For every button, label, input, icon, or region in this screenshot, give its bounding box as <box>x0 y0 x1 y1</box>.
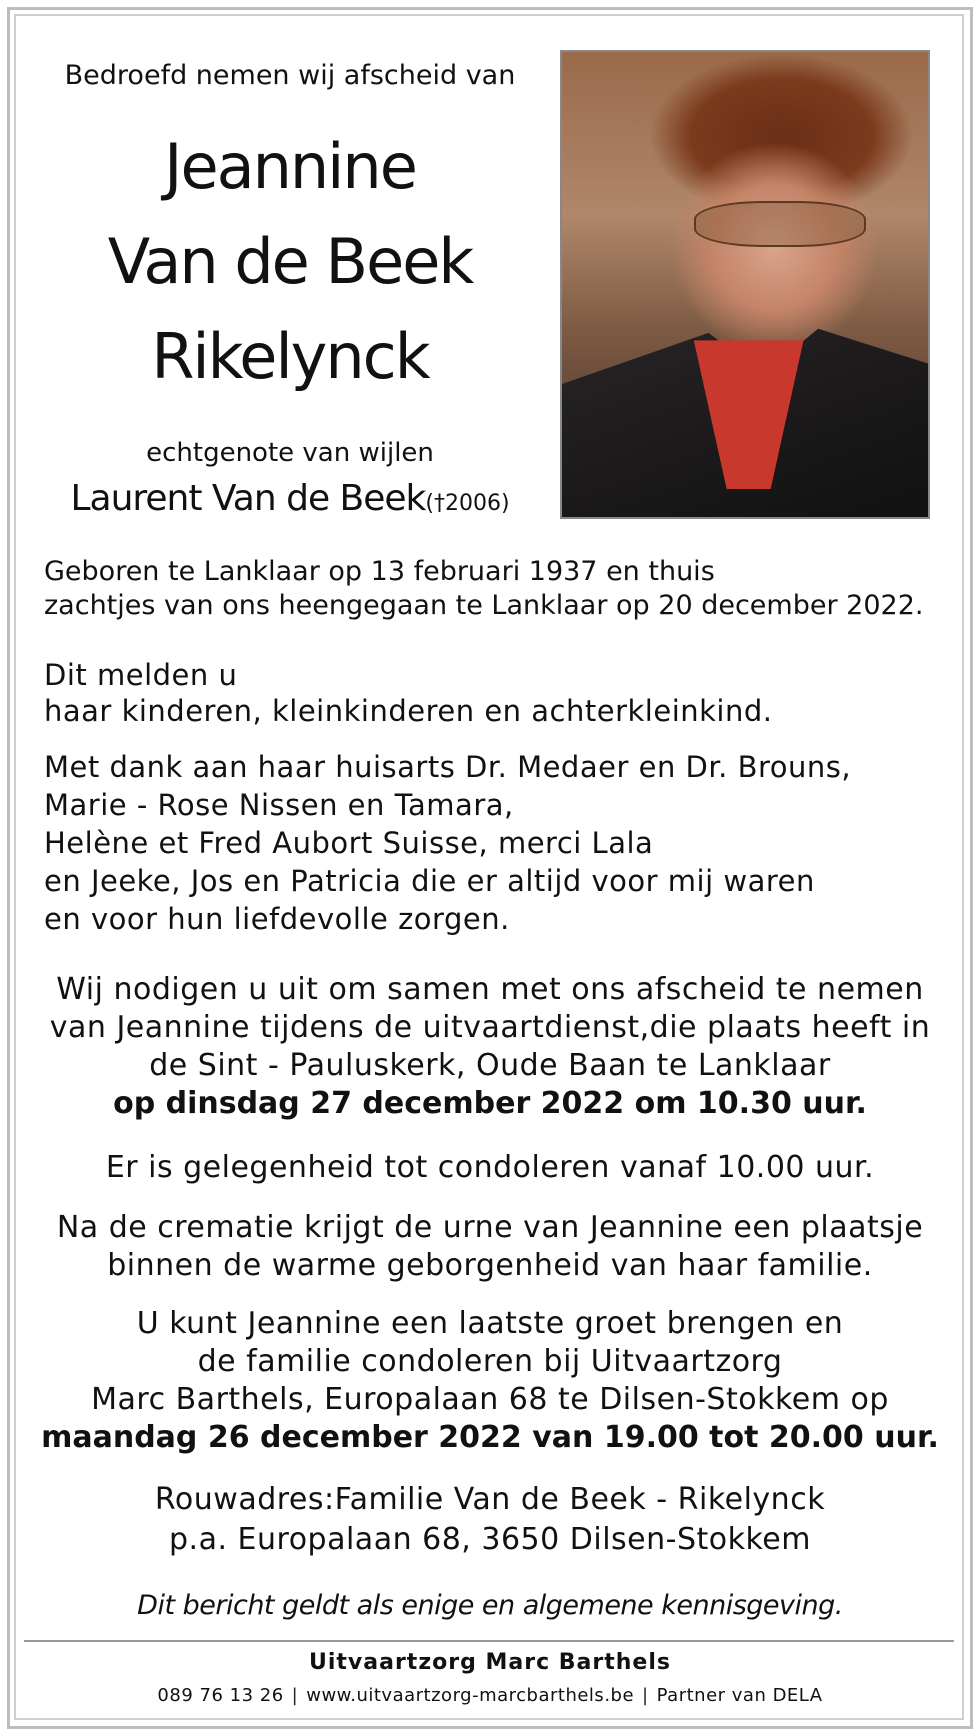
cremation-line: Na de crematie krijgt de urne van Jeannine een plaatsje <box>56 1210 924 1245</box>
birth-line: zachtjes van ons heengegaan te Lanklaar op 20 december 2022. <box>44 590 924 621</box>
funeral-home-name: Uitvaartzorg Marc Barthels <box>309 1650 671 1675</box>
deceased-surname: Van de Beek <box>107 225 473 298</box>
announce-line: Dit melden u <box>44 658 238 692</box>
closing-notice: Dit bericht geldt als enige en algemene kennisgeving. <box>137 1590 843 1621</box>
website-link[interactable]: www.uitvaartzorg-marcbarthels.be <box>306 1685 635 1706</box>
announce-line: haar kinderen, kleinkinderen en achterkleinkind. <box>44 694 773 728</box>
visit-line: Marc Barthels, Europalaan 68 te Dilsen-Stokkem op <box>91 1382 889 1417</box>
phone-number: 089 76 13 26 <box>157 1685 284 1706</box>
thanks-line: en voor hun liefdevolle zorgen. <box>44 902 510 936</box>
photo-glasses <box>694 201 866 247</box>
partner-text: Partner van DELA <box>656 1685 823 1706</box>
service-line: van Jeannine tijdens de uitvaartdienst,die plaats heeft in <box>49 1010 931 1045</box>
condolence-line: Er is gelegenheid tot condoleren vanaf 10.00 uur. <box>105 1150 875 1185</box>
footer-divider <box>24 1640 954 1642</box>
visit-line: U kunt Jeannine een laatste groet brengen en <box>136 1306 844 1341</box>
address-line: Rouwadres:Familie Van de Beek - Rikelynck <box>154 1482 826 1517</box>
separator: | <box>642 1685 649 1706</box>
footer-contact <box>20 1685 960 1706</box>
thanks-line: Helène et Fred Aubort Suisse, merci Lala <box>44 826 654 860</box>
visit-datetime: maandag 26 december 2022 van 19.00 tot 20.00 uur. <box>41 1420 939 1455</box>
service-line: de Sint - Pauluskerk, Oude Baan te Lanklaar <box>149 1048 831 1083</box>
birth-line: Geboren te Lanklaar op 13 februari 1937 en thuis <box>44 556 715 587</box>
deceased-first-name: Jeannine <box>164 130 416 203</box>
spouse-name: Laurent Van de Beek <box>70 478 426 519</box>
deceased-maiden-name: Rikelynck <box>151 320 429 393</box>
address-line: p.a. Europalaan 68, 3650 Dilsen-Stokkem <box>169 1522 811 1557</box>
intro-text: Bedroefd nemen wij afscheid van <box>64 60 516 91</box>
thanks-line: Marie - Rose Nissen en Tamara, <box>44 788 514 822</box>
service-datetime: op dinsdag 27 december 2022 om 10.30 uur. <box>113 1086 867 1121</box>
visit-line: de familie condoleren bij Uitvaartzorg <box>197 1344 783 1379</box>
spouse-line <box>20 478 560 519</box>
portrait-photo <box>560 50 930 519</box>
thanks-line: Met dank aan haar huisarts Dr. Medaer en Dr. Brouns, <box>44 750 852 784</box>
widow-text: echtgenote van wijlen <box>146 438 434 468</box>
spouse-death-year: (†2006) <box>425 491 510 516</box>
service-line: Wij nodigen u uit om samen met ons afscheid te nemen <box>56 972 924 1007</box>
cremation-line: binnen de warme geborgenheid van haar familie. <box>107 1248 873 1283</box>
separator: | <box>291 1685 299 1706</box>
thanks-line: en Jeeke, Jos en Patricia die er altijd voor mij waren <box>44 864 815 898</box>
